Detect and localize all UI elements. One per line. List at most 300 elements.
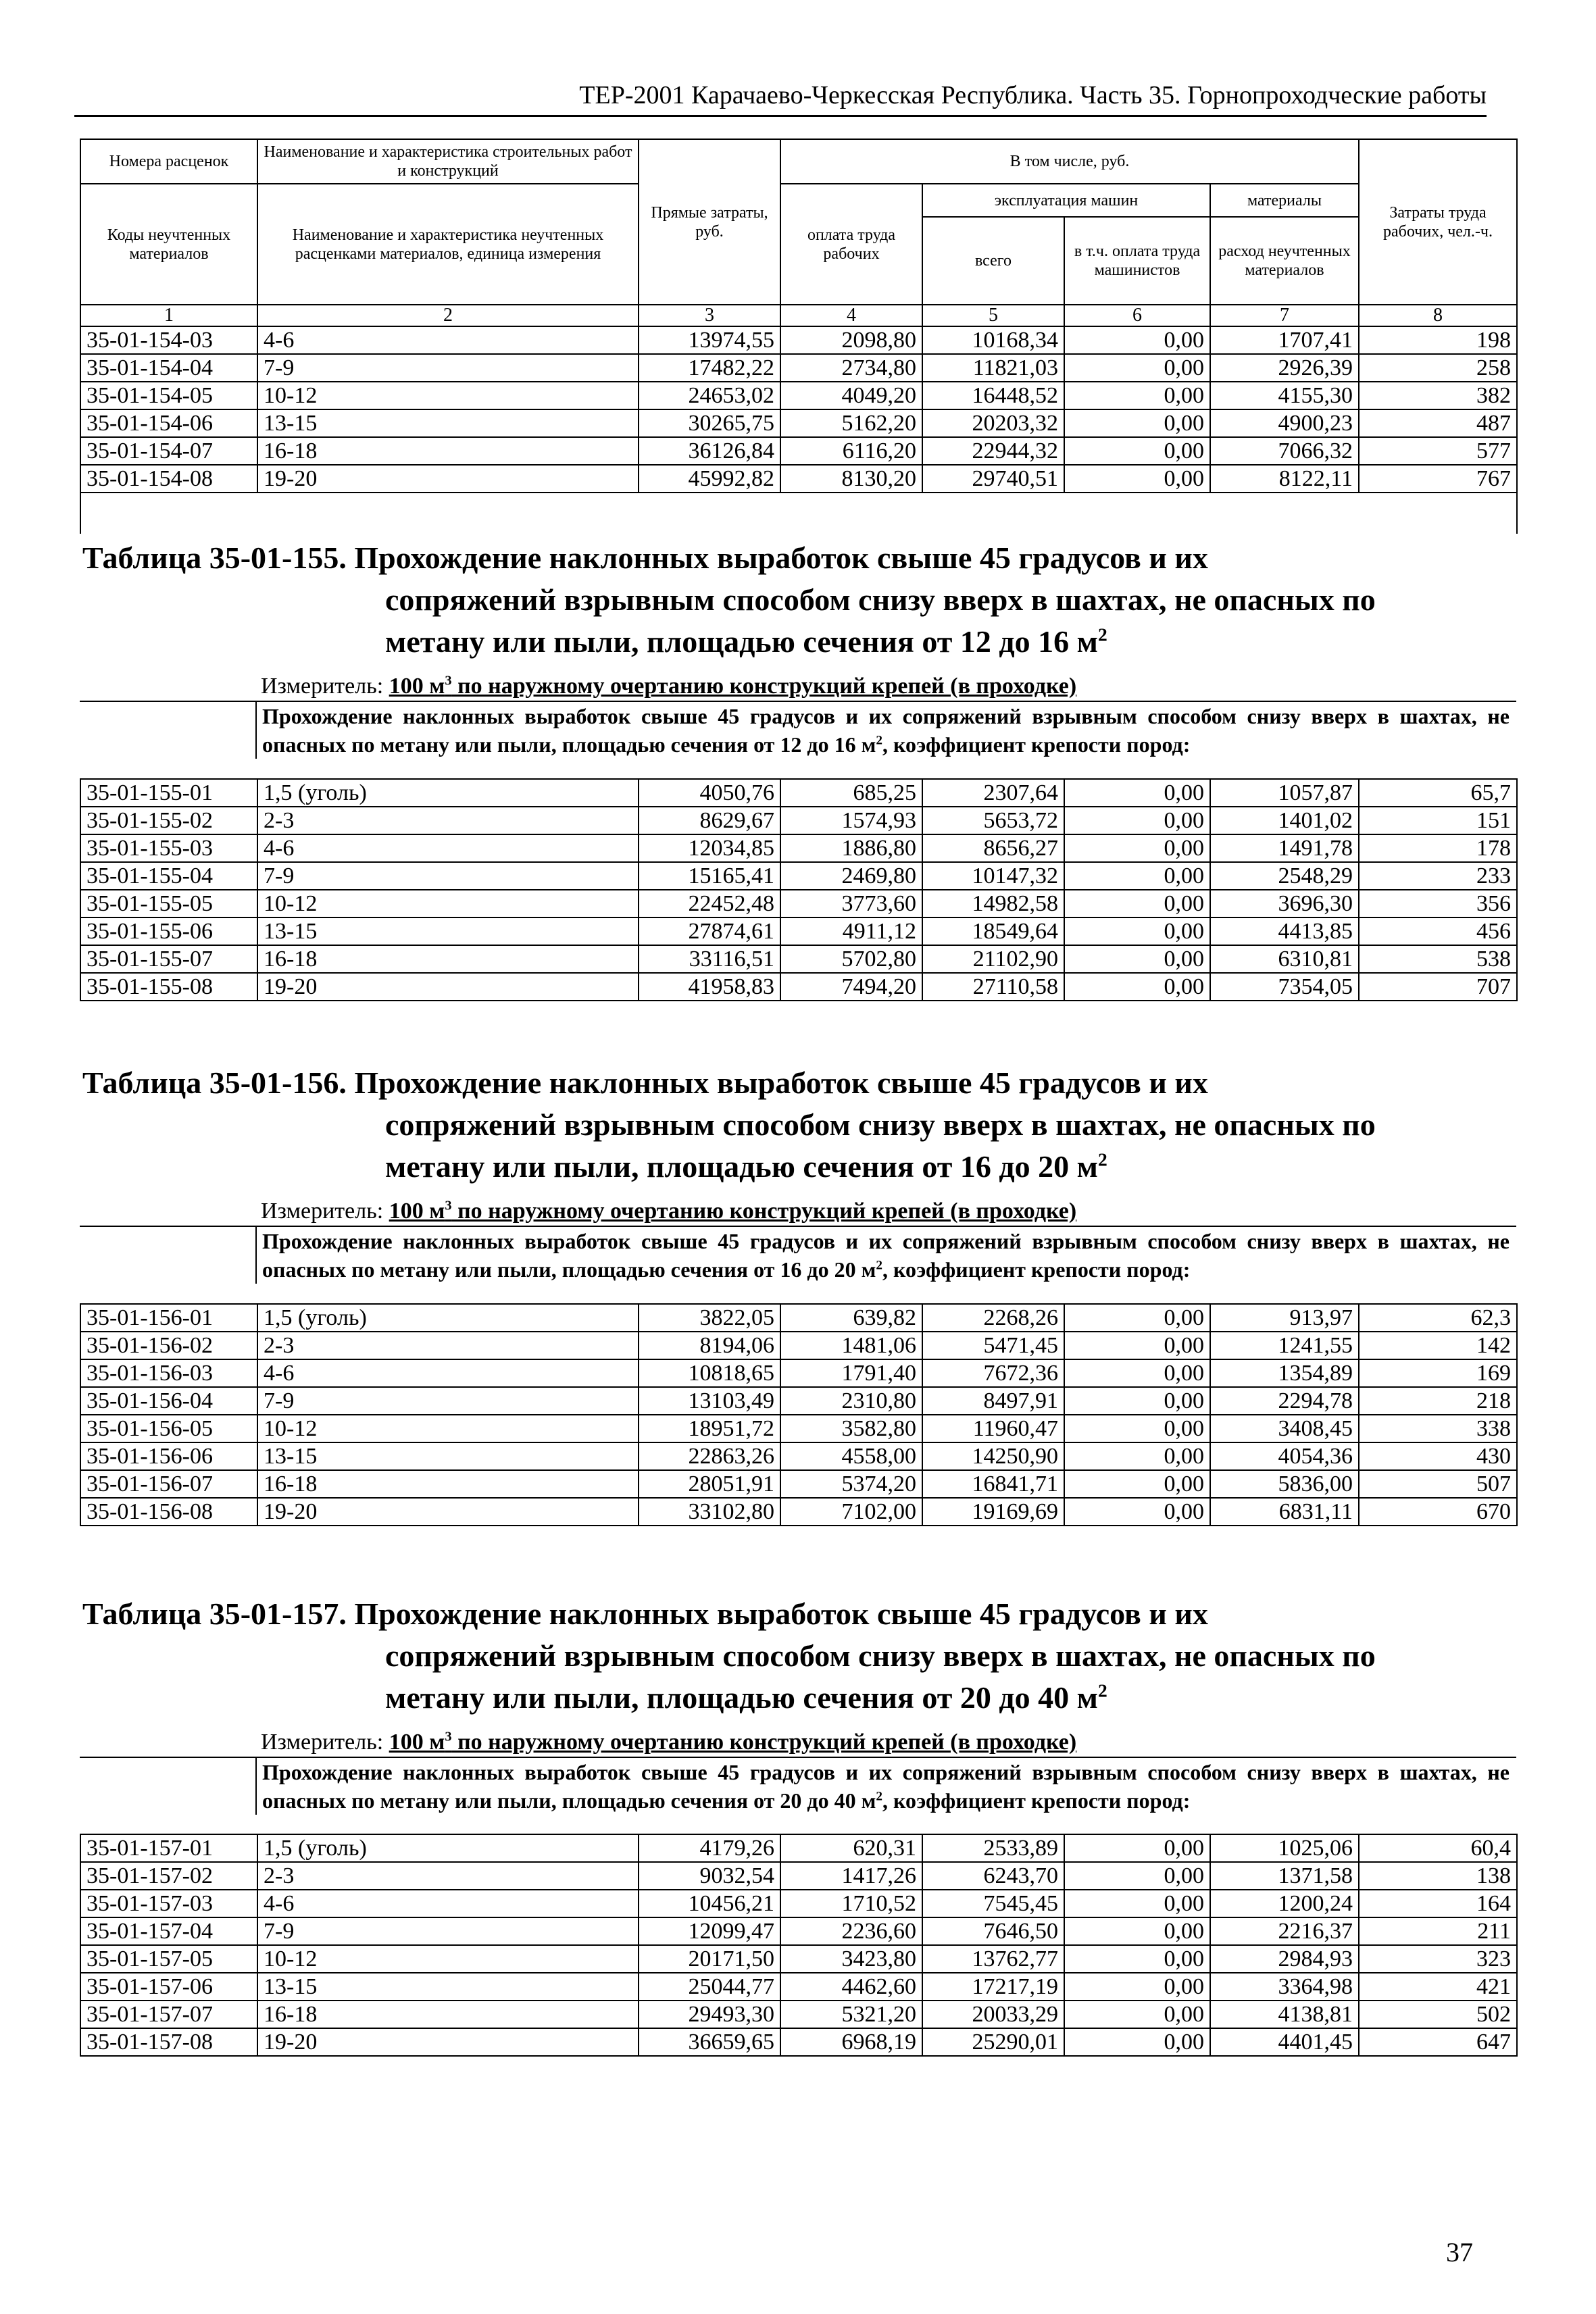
table-cell: 0,00 [1064,1917,1210,1945]
rate-code-cell: 35-01-155-07 [80,945,257,973]
table-row [80,890,1517,917]
table-cell: 8194,06 [639,1332,780,1359]
table-cell: 27874,61 [639,917,780,945]
table-cell: 7102,00 [780,1498,922,1526]
table-cell: 6243,70 [922,1862,1064,1890]
table-row [80,1470,1517,1498]
table-cell: 218 [1359,1387,1517,1415]
table-cell: 17482,22 [639,354,780,382]
table-cell: 0,00 [1064,1387,1210,1415]
table-row [80,1973,1517,2001]
table-cell: 1025,06 [1210,1834,1359,1862]
table-cell: 0,00 [1064,382,1210,409]
table-cell: 0,00 [1064,862,1210,890]
table-cell: 0,00 [1064,1332,1210,1359]
table-cell: 28051,91 [639,1470,780,1498]
table-cell: 0,00 [1064,1442,1210,1470]
table-cell: 5836,00 [1210,1470,1359,1498]
table-row [80,1304,1517,1332]
table-row [80,1332,1517,1359]
rate-code-cell: 35-01-154-08 [80,465,257,493]
table-cell: 356 [1359,890,1517,917]
table-35-01-156 [80,1303,1518,1526]
table-cell: 502 [1359,2001,1517,2028]
table-row [80,807,1517,834]
table-cell: 0,00 [1064,807,1210,834]
table-cell: 18549,64 [922,917,1064,945]
rate-code-cell: 35-01-157-03 [80,1890,257,1917]
table-cell: 142 [1359,1332,1517,1359]
table-cell: 538 [1359,945,1517,973]
table-cell: 19-20 [257,465,639,493]
table-cell: 2216,37 [1210,1917,1359,1945]
table-cell: 16-18 [257,2001,639,2028]
table-row [80,465,1517,493]
rate-code-cell: 35-01-157-07 [80,2001,257,2028]
table-cell: 1886,80 [780,834,922,862]
page-number: 37 [1446,2237,1473,2267]
table-cell: 6310,81 [1210,945,1359,973]
table-row [80,1415,1517,1442]
rate-code-cell: 35-01-154-03 [80,326,257,354]
rate-code-cell: 35-01-156-01 [80,1304,257,1332]
table-cell: 10168,34 [922,326,1064,354]
table-cell: 9032,54 [639,1862,780,1890]
table-row [80,1862,1517,1890]
table-cell: 20203,32 [922,409,1064,437]
table-cell: 2-3 [257,807,639,834]
rate-code-cell: 35-01-156-06 [80,1442,257,1470]
table-cell: 1401,02 [1210,807,1359,834]
table-cell: 211 [1359,1917,1517,1945]
table-cell: 2294,78 [1210,1387,1359,1415]
table-row [80,1442,1517,1470]
table-cell: 65,7 [1359,779,1517,807]
work-description: Прохождение наклонных выработок свыше 45 градусов и их сопряжений взрывным способом снизу вверх в шахтах, не опасных по метану или пыли, площадью сечения от 12 до 16 $м^2$, коэффициент крепости пород: [255,702,1516,759]
table-cell: 639,82 [780,1304,922,1332]
col-material-name: Наименование и характеристика неучтенных расценками материалов, единица измерения [257,184,639,305]
table-row [80,382,1517,409]
table-row [80,1498,1517,1526]
measure-unit: Измеритель: 100 $м^3$ по наружному очертанию конструкций крепей (в проходке) [80,1197,1516,1227]
table-cell: 22452,48 [639,890,780,917]
table-cell: 3423,80 [780,1945,922,1973]
rate-code-cell: 35-01-155-04 [80,862,257,890]
table-cell: 16-18 [257,945,639,973]
table-cell: 0,00 [1064,1304,1210,1332]
table-cell: 0,00 [1064,779,1210,807]
table-body-157 [80,1834,1517,2056]
table-cell: 27110,58 [922,973,1064,1001]
table-cell: 30265,75 [639,409,780,437]
table-cell: 0,00 [1064,1890,1210,1917]
table-cell: 60,4 [1359,1834,1517,1862]
table-cell: 4050,76 [639,779,780,807]
table-cell: 10-12 [257,890,639,917]
table-cell: 4462,60 [780,1973,922,2001]
table-cell: 33102,80 [639,1498,780,1526]
table-title: Таблица 35-01-157. Прохождение наклонных выработок свыше 45 градусов и их сопряжений взрывным способом снизу вверх в шахтах, не опасных по метану или пыли, площадью сечения от 20 до 40 $м^2$ [82,1596,1376,1715]
table-cell: 5702,80 [780,945,922,973]
table-cell: 430 [1359,1442,1517,1470]
table-cell: 1,5 (уголь) [257,779,639,807]
table-cell: 0,00 [1064,465,1210,493]
table-row [80,2028,1517,2056]
rate-code-cell: 35-01-155-02 [80,807,257,834]
table-cell: 138 [1359,1862,1517,1890]
table-cell: 29740,51 [922,465,1064,493]
table-cell: 7-9 [257,1917,639,1945]
table-cell: 4054,36 [1210,1442,1359,1470]
table-cell: 7-9 [257,354,639,382]
table-cell: 7646,50 [922,1917,1064,1945]
table-cell: 1200,24 [1210,1890,1359,1917]
table-row [80,2001,1517,2028]
table-cell: 4138,81 [1210,2001,1359,2028]
table-body-156 [80,1304,1517,1526]
table-row [80,1834,1517,1862]
table-cell: 487 [1359,409,1517,437]
table-cell: 13-15 [257,1442,639,1470]
table-cell: 0,00 [1064,917,1210,945]
table-cell: 41958,83 [639,973,780,1001]
table-cell: 2533,89 [922,1834,1064,1862]
rate-code-cell: 35-01-157-06 [80,1973,257,2001]
col-material-codes: Коды неучтенных материалов [80,184,257,305]
table-cell: 178 [1359,834,1517,862]
table-cell: 2-3 [257,1862,639,1890]
rate-code-cell: 35-01-156-03 [80,1359,257,1387]
table-cell: 1707,41 [1210,326,1359,354]
table-cell: 12034,85 [639,834,780,862]
table-cell: 22944,32 [922,437,1064,465]
table-cell: 7066,32 [1210,437,1359,465]
table-cell: 16448,52 [922,382,1064,409]
work-description: Прохождение наклонных выработок свыше 45 градусов и их сопряжений взрывным способом снизу вверх в шахтах, не опасных по метану или пыли, площадью сечения от 16 до 20 $м^2$, коэффициент крепости пород: [255,1227,1516,1284]
table-cell: 5471,45 [922,1332,1064,1359]
table-cell: 8122,11 [1210,465,1359,493]
table-cell: 13974,55 [639,326,780,354]
col-machines-total: всего [922,217,1064,305]
table-cell: 4049,20 [780,382,922,409]
table-row [80,1917,1517,1945]
table-cell: 620,31 [780,1834,922,1862]
table-cell: 7-9 [257,1387,639,1415]
table-row [80,779,1517,807]
table-cell: 1417,26 [780,1862,922,1890]
table-cell: 2734,80 [780,354,922,382]
table-cell: 10-12 [257,1415,639,1442]
table-cell: 670 [1359,1498,1517,1526]
table-cell: 2984,93 [1210,1945,1359,1973]
table-cell: 258 [1359,354,1517,382]
table-cell: 1,5 (уголь) [257,1834,639,1862]
table-row [80,437,1517,465]
table-cell: 0,00 [1064,1862,1210,1890]
table-cell: 4413,85 [1210,917,1359,945]
work-description: Прохождение наклонных выработок свыше 45 градусов и их сопряжений взрывным способом снизу вверх в шахтах, не опасных по метану или пыли, площадью сечения от 20 до 40 $м^2$, коэффициент крепости пород: [255,1758,1516,1815]
table-cell: 5374,20 [780,1470,922,1498]
table-cell: 1481,06 [780,1332,922,1359]
table-cell: 164 [1359,1890,1517,1917]
table-cell: 7354,05 [1210,973,1359,1001]
table-cell: 2236,60 [780,1917,922,1945]
table-cell: 20033,29 [922,2001,1064,2028]
rate-code-cell: 35-01-157-05 [80,1945,257,1973]
rate-code-cell: 35-01-157-08 [80,2028,257,2056]
table-cell: 198 [1359,326,1517,354]
table-cell: 913,97 [1210,1304,1359,1332]
col-wages: оплата труда рабочих [780,184,922,305]
table-title: Таблица 35-01-156. Прохождение наклонных выработок свыше 45 градусов и их сопряжений взрывным способом снизу вверх в шахтах, не опасных по метану или пыли, площадью сечения от 16 до 20 $м^2$ [82,1065,1376,1184]
table-cell: 0,00 [1064,973,1210,1001]
rate-code-cell: 35-01-156-02 [80,1332,257,1359]
table-cell: 2469,80 [780,862,922,890]
table-cell: 14250,90 [922,1442,1064,1470]
table-cell: 21102,90 [922,945,1064,973]
table-cell: 4911,12 [780,917,922,945]
table-35-01-157 [80,1834,1518,2057]
table-cell: 36659,65 [639,2028,780,2056]
table-cell: 0,00 [1064,354,1210,382]
table-cell: 1491,78 [1210,834,1359,862]
rate-code-cell: 35-01-156-05 [80,1415,257,1442]
table-body-154 [80,326,1517,493]
table-cell: 16841,71 [922,1470,1064,1498]
table-row [80,354,1517,382]
table-row [80,1945,1517,1973]
table-cell: 19-20 [257,1498,639,1526]
table-cell: 13762,77 [922,1945,1064,1973]
rate-code-cell: 35-01-157-02 [80,1862,257,1890]
table-cell: 33116,51 [639,945,780,973]
table-cell: 169 [1359,1359,1517,1387]
col-work-name: Наименование и характеристика строительных работ и конструкций [257,139,639,184]
table-cell: 1371,58 [1210,1862,1359,1890]
table-cell: 1574,93 [780,807,922,834]
table-cell: 18951,72 [639,1415,780,1442]
table-cell: 3696,30 [1210,890,1359,917]
table-cell: 456 [1359,917,1517,945]
table-cell: 8497,91 [922,1387,1064,1415]
table-cell: 4-6 [257,1359,639,1387]
table-cell: 0,00 [1064,1973,1210,2001]
table-cell: 338 [1359,1415,1517,1442]
section-35-01-155 [74,537,1516,759]
table-cell: 0,00 [1064,1415,1210,1442]
table-row [80,409,1517,437]
running-header: ТЕР-2001 Карачаево-Черкесская Республика. Часть 35. Горнопроходческие работы [74,80,1487,117]
table-cell: 1710,52 [780,1890,922,1917]
measure-unit: Измеритель: 100 $м^3$ по наружному очертанию конструкций крепей (в проходке) [80,672,1516,702]
table-cell: 4-6 [257,326,639,354]
table-cell: 685,25 [780,779,922,807]
table-cell: 151 [1359,807,1517,834]
table-cell: 5321,20 [780,2001,922,2028]
table-cell: 20171,50 [639,1945,780,1973]
table-cell: 10456,21 [639,1890,780,1917]
col-machines: эксплуатация машин [922,184,1210,217]
table-cell: 24653,02 [639,382,780,409]
table-cell: 4-6 [257,834,639,862]
table-cell: 10147,32 [922,862,1064,890]
table-cell: 0,00 [1064,1498,1210,1526]
rate-code-cell: 35-01-155-06 [80,917,257,945]
col-rate-numbers: Номера расценок [80,139,257,184]
col-labor: Затраты труда рабочих, чел.-ч. [1359,139,1517,305]
rate-code-cell: 35-01-154-04 [80,354,257,382]
table-cell: 3408,45 [1210,1415,1359,1442]
table-cell: 3822,05 [639,1304,780,1332]
table-cell: 10818,65 [639,1359,780,1387]
table-cell: 3364,98 [1210,1973,1359,2001]
table-cell: 6831,11 [1210,1498,1359,1526]
table-cell: 767 [1359,465,1517,493]
table-cell: 0,00 [1064,2001,1210,2028]
table-cell: 4401,45 [1210,2028,1359,2056]
table-cell: 7672,36 [922,1359,1064,1387]
table-cell: 382 [1359,382,1517,409]
table-cell: 8629,67 [639,807,780,834]
table-cell: 25290,01 [922,2028,1064,2056]
table-cell: 6116,20 [780,437,922,465]
rate-code-cell: 35-01-154-06 [80,409,257,437]
table-cell: 19-20 [257,2028,639,2056]
table-35-01-155 [80,778,1518,1001]
table-cell: 0,00 [1064,437,1210,465]
table-row [80,1359,1517,1387]
rate-code-cell: 35-01-155-03 [80,834,257,862]
measure-unit: Измеритель: 100 $м^3$ по наружному очертанию конструкций крепей (в проходке) [80,1728,1516,1758]
section-35-01-157 [74,1593,1516,1815]
table-cell: 8130,20 [780,465,922,493]
table-cell: 19169,69 [922,1498,1064,1526]
table-cell: 16-18 [257,1470,639,1498]
table-cell: 7494,20 [780,973,922,1001]
table-cell: 62,3 [1359,1304,1517,1332]
table-cell: 323 [1359,1945,1517,1973]
table-row [80,945,1517,973]
table-cell: 11960,47 [922,1415,1064,1442]
table-35-01-154 [80,139,1518,534]
col-machinists-wages: в т.ч. оплата труда машинистов [1064,217,1210,305]
table-row [80,1890,1517,1917]
rate-code-cell: 35-01-156-04 [80,1387,257,1415]
table-cell: 7545,45 [922,1890,1064,1917]
table-cell: 6968,19 [780,2028,922,2056]
table-cell: 0,00 [1064,326,1210,354]
table-cell: 4-6 [257,1890,639,1917]
rate-code-cell: 35-01-154-07 [80,437,257,465]
table-cell: 12099,47 [639,1917,780,1945]
rate-code-cell: 35-01-155-05 [80,890,257,917]
table-cell: 0,00 [1064,945,1210,973]
table-cell: 0,00 [1064,1359,1210,1387]
table-cell: 421 [1359,1973,1517,2001]
rate-code-cell: 35-01-156-08 [80,1498,257,1526]
table-cell: 647 [1359,2028,1517,2056]
table-cell: 2310,80 [780,1387,922,1415]
table-cell: 2268,26 [922,1304,1064,1332]
table-cell: 1,5 (уголь) [257,1304,639,1332]
table-cell: 15165,41 [639,862,780,890]
table-cell: 0,00 [1064,834,1210,862]
table-row [80,973,1517,1001]
column-index-row: 1 2 3 4 5 6 7 8 [80,305,1517,326]
table-cell: 1791,40 [780,1359,922,1387]
table-cell: 0,00 [1064,1834,1210,1862]
table-cell: 0,00 [1064,1945,1210,1973]
table-row [80,917,1517,945]
table-cell: 4558,00 [780,1442,922,1470]
table-cell: 7-9 [257,862,639,890]
col-including: В том числе, руб. [780,139,1359,184]
table-row [80,862,1517,890]
table-cell: 13-15 [257,409,639,437]
table-cell: 3582,80 [780,1415,922,1442]
col-direct-costs: Прямые затраты, руб. [639,139,780,305]
table-cell: 4155,30 [1210,382,1359,409]
table-cell: 13-15 [257,1973,639,2001]
table-cell: 8656,27 [922,834,1064,862]
table-cell: 4900,23 [1210,409,1359,437]
table-cell: 19-20 [257,973,639,1001]
table-cell: 10-12 [257,382,639,409]
rate-code-cell: 35-01-155-08 [80,973,257,1001]
table-cell: 17217,19 [922,1973,1064,2001]
col-materials: материалы [1210,184,1359,217]
section-35-01-156 [74,1062,1516,1284]
table-cell: 0,00 [1064,890,1210,917]
table-cell: 0,00 [1064,2028,1210,2056]
table-cell: 2548,29 [1210,862,1359,890]
table-cell: 507 [1359,1470,1517,1498]
table-cell: 0,00 [1064,1470,1210,1498]
table-cell: 233 [1359,862,1517,890]
rate-code-cell: 35-01-156-07 [80,1470,257,1498]
table-cell: 10-12 [257,1945,639,1973]
table-title: Таблица 35-01-155. Прохождение наклонных выработок свыше 45 градусов и их сопряжений взрывным способом снизу вверх в шахтах, не опасных по метану или пыли, площадью сечения от 12 до 16 $м^2$ [82,540,1376,659]
table-cell: 45992,82 [639,465,780,493]
table-cell: 5162,20 [780,409,922,437]
table-cell: 25044,77 [639,1973,780,2001]
table-cell: 2098,80 [780,326,922,354]
table-cell: 0,00 [1064,409,1210,437]
table-cell: 3773,60 [780,890,922,917]
table-cell: 29493,30 [639,2001,780,2028]
table-cell: 13-15 [257,917,639,945]
table-cell: 36126,84 [639,437,780,465]
table-cell: 4179,26 [639,1834,780,1862]
table-row [80,834,1517,862]
rate-code-cell: 35-01-157-01 [80,1834,257,1862]
table-cell: 1354,89 [1210,1359,1359,1387]
table-cell: 22863,26 [639,1442,780,1470]
table-cell: 2307,64 [922,779,1064,807]
rate-code-cell: 35-01-155-01 [80,779,257,807]
table-cell: 13103,49 [639,1387,780,1415]
table-cell: 2926,39 [1210,354,1359,382]
table-cell: 1241,55 [1210,1332,1359,1359]
table-cell: 14982,58 [922,890,1064,917]
rate-code-cell: 35-01-154-05 [80,382,257,409]
rate-code-cell: 35-01-157-04 [80,1917,257,1945]
table-cell: 1057,87 [1210,779,1359,807]
table-row [80,1387,1517,1415]
table-row [80,326,1517,354]
col-materials-use: расход неучтенных материалов [1210,217,1359,305]
table-body-155 [80,779,1517,1001]
